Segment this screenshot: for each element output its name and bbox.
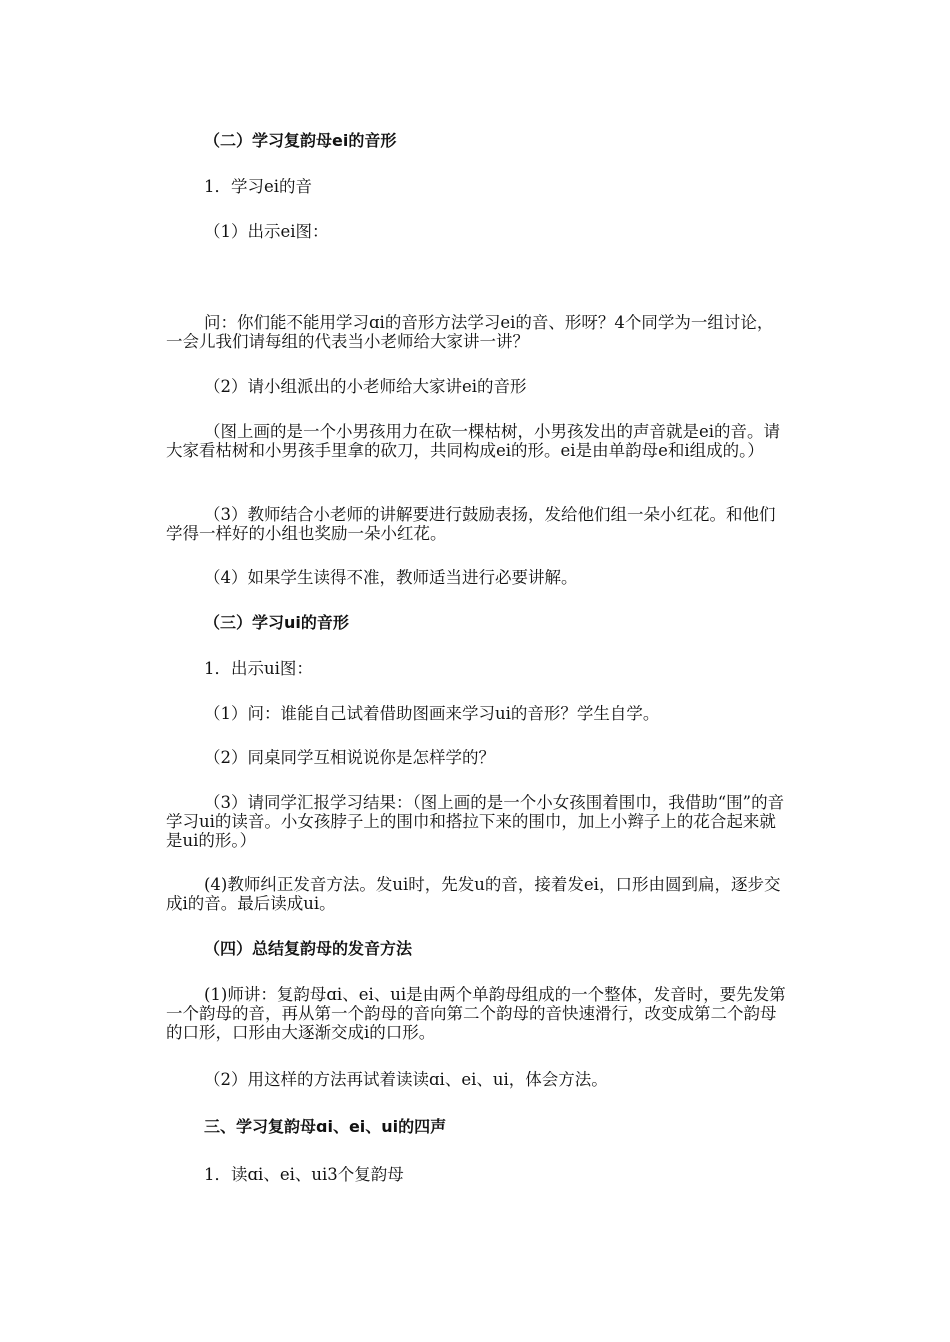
section-heading-summary: （四）总结复韵母的发音方法	[204, 939, 413, 958]
paragraph: 1．学习ei的音	[204, 177, 313, 196]
paragraph: （2）同桌同学互相说说你是怎样学的？	[204, 748, 495, 767]
section-heading-ui: （三）学习ui的音形	[204, 613, 349, 632]
paragraph: （2）请小组派出的小老师给大家讲ei的音形	[204, 377, 527, 396]
paragraph: （1）问：谁能自己试着借助图画来学习ui的音形？学生自学。	[204, 704, 660, 723]
paragraph: 1．出示ui图：	[204, 659, 313, 678]
paragraph: 问：你们能不能用学习ɑi的音形方法学习ei的音、形呀？4个同学为一组讨论，一会儿我们请每组的代表当小老师给大家讲一讲？	[166, 313, 774, 351]
paragraph: （2）用这样的方法再试着读读ɑi、ei、ui，体会方法。	[204, 1070, 608, 1089]
paragraph: （1）出示ei图：	[204, 222, 329, 241]
paragraph: 1．读ɑi、ei、ui3个复韵母	[204, 1165, 404, 1184]
section-heading-ei: （二）学习复韵母ei的音形	[204, 131, 397, 150]
paragraph: (1)师讲：复韵母ɑi、ei、ui是由两个单韵母组成的一个整体，发音时，要先发第一个韵母的音，再从第一个韵母的音向第二个韵母的音快速滑行，改变成第二个韵母的口形，口形由大逐渐交成i的口形。	[166, 985, 786, 1042]
paragraph: （图上画的是一个小男孩用力在砍一棵枯树，小男孩发出的声音就是ei的音。请大家看枯树和小男孩手里拿的砍刀，共同构成ei的形。ei是由单韵母e和i组成的。）	[166, 422, 781, 460]
paragraph: （3）教师结合小老师的讲解要进行鼓励表扬，发给他们组一朵小红花。和他们学得一样好的小组也奖励一朵小红花。	[166, 505, 776, 543]
paragraph: （3）请同学汇报学习结果：（图上画的是一个小女孩围着围巾，我借助“围”的音学习ui的读音。小女孩脖子上的围巾和搭拉下来的围巾，加上小辫子上的花合起来就是ui的形。）	[166, 793, 785, 850]
section-heading-four-tones: 三、学习复韵母ɑi、ei、ui的四声	[204, 1117, 447, 1136]
paragraph: （4）如果学生读得不准，教师适当进行必要讲解。	[204, 568, 578, 587]
paragraph: (4)教师纠正发音方法。发ui时，先发u的音，接着发ei，口形由圆到扁，逐步交成i的音。最后读成ui。	[166, 875, 781, 913]
